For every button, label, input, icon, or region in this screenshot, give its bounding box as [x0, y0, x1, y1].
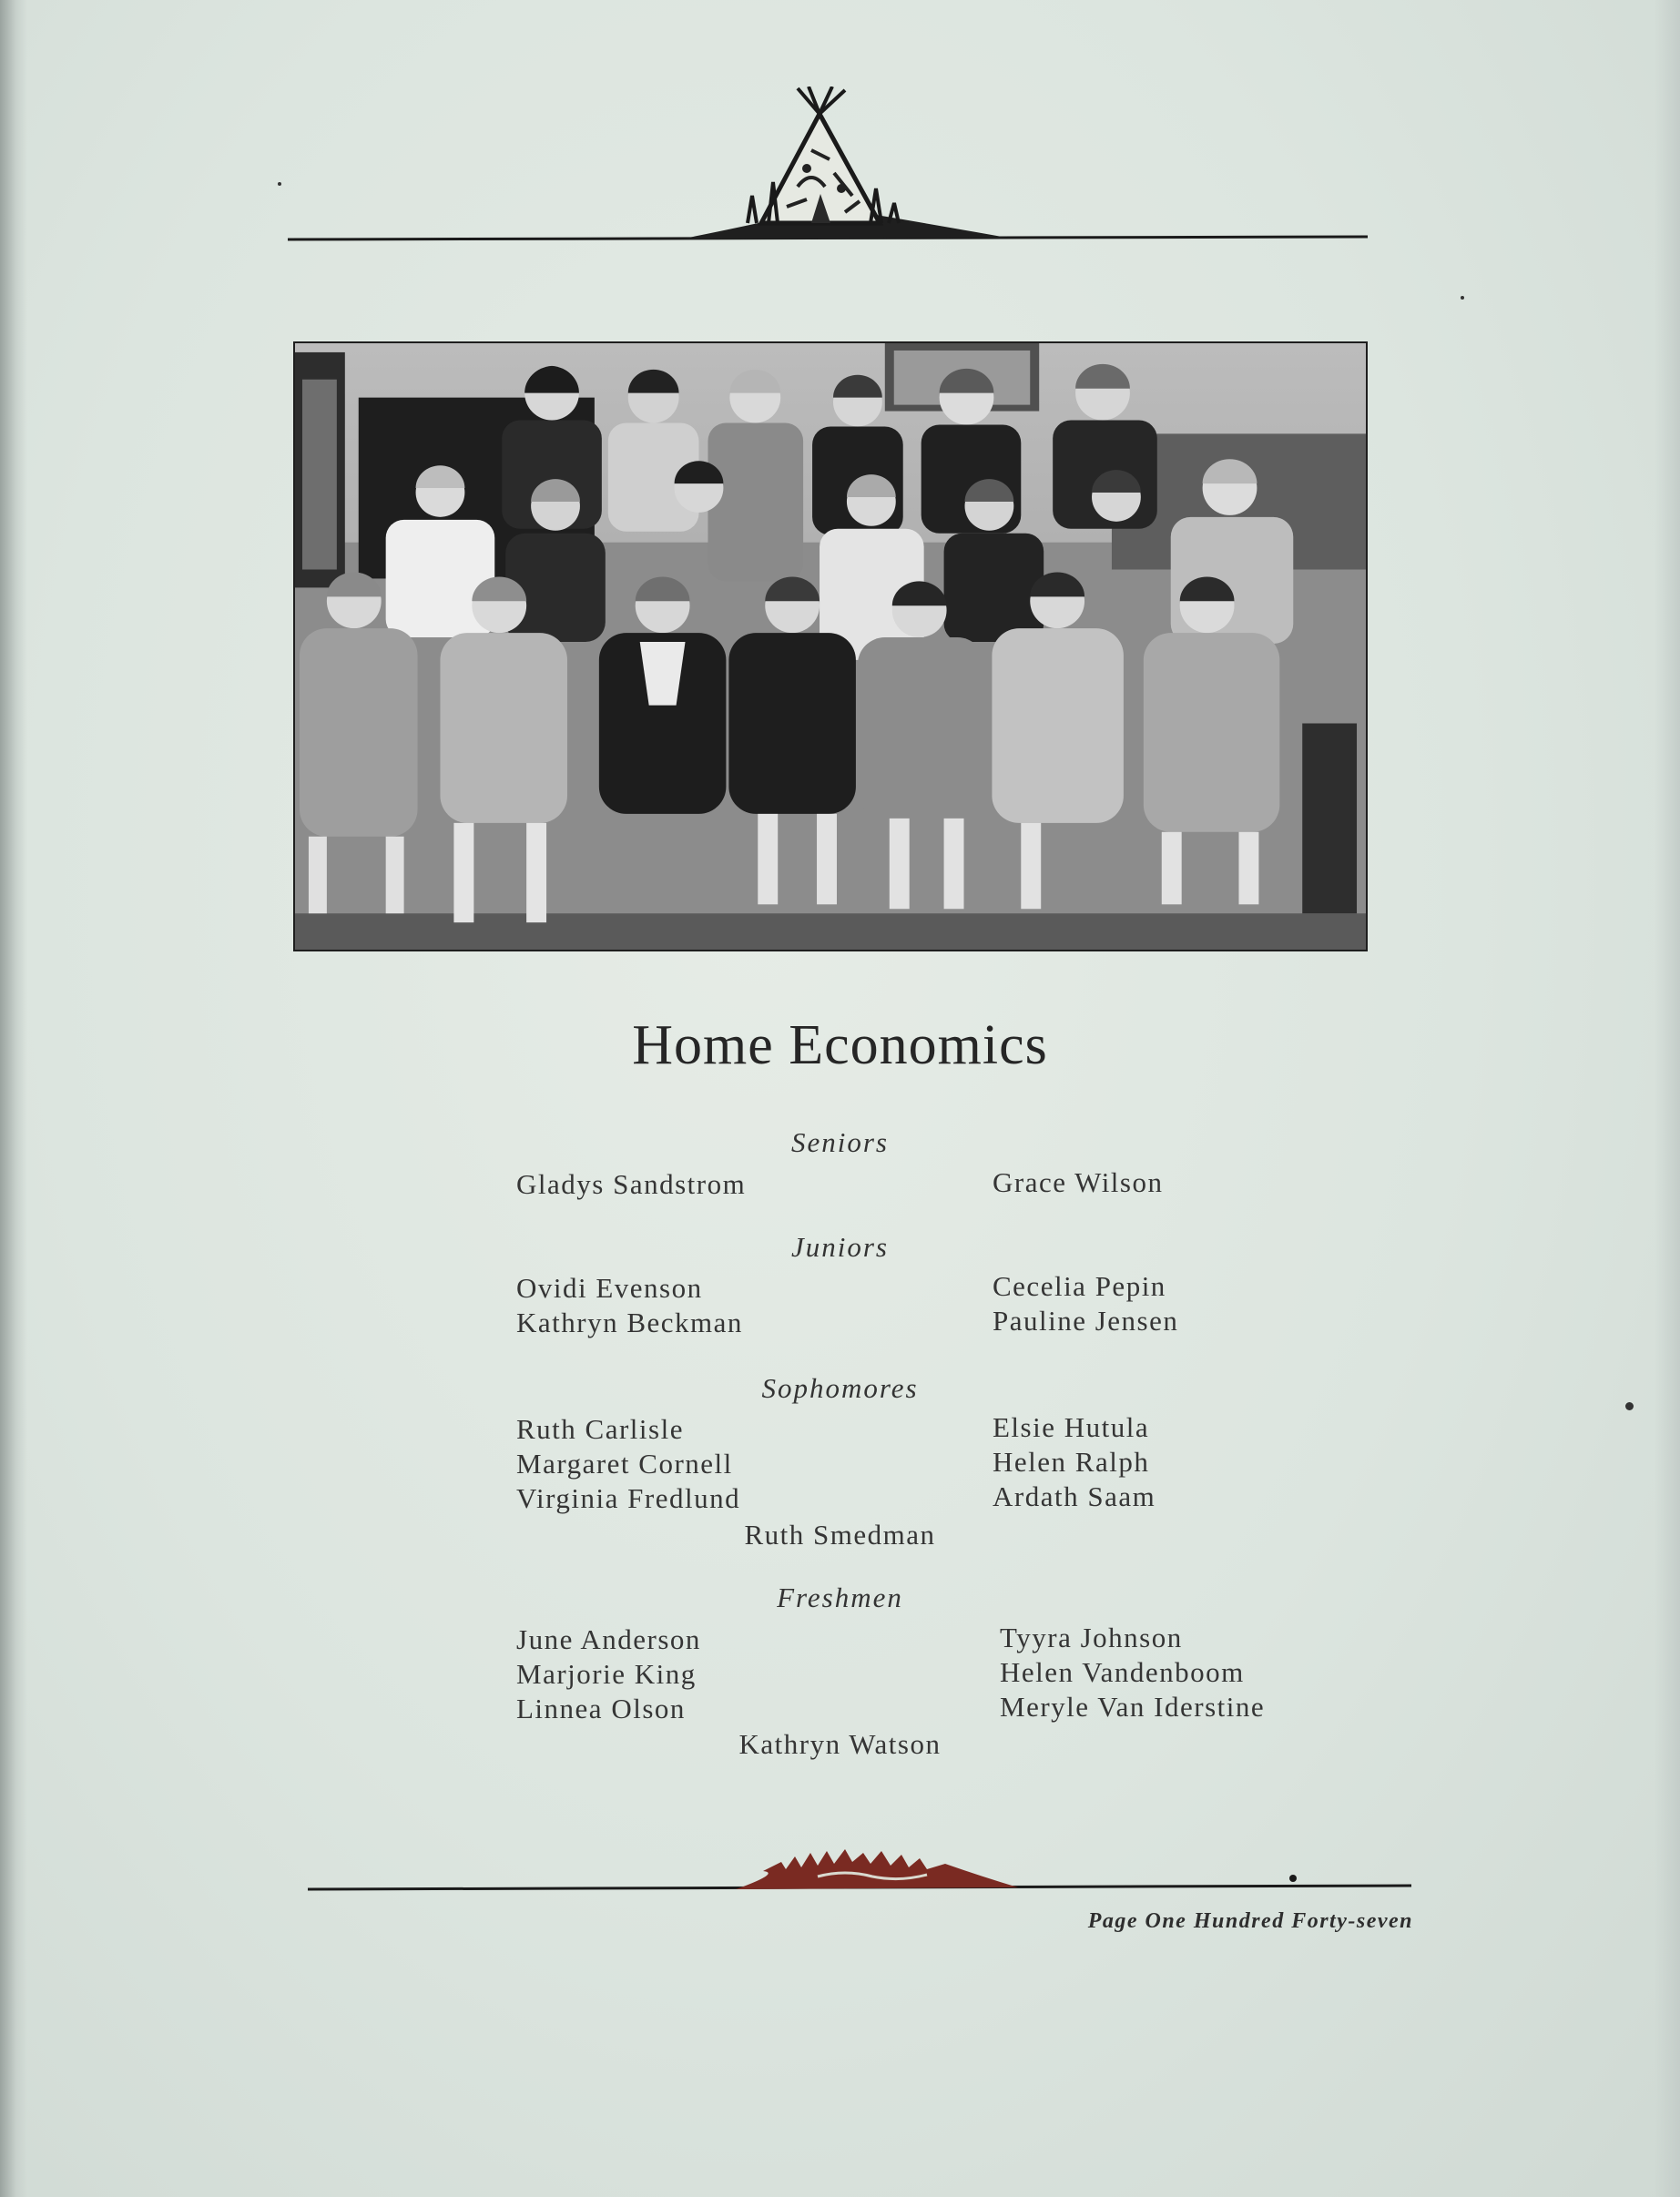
- sophomore-name: Ardath Saam: [993, 1480, 1156, 1512]
- sophomore-name-center: Ruth Smedman: [744, 1519, 936, 1551]
- junior-name: Kathryn Beckman: [516, 1307, 743, 1338]
- freshman-name: June Anderson: [516, 1623, 701, 1655]
- senior-name: Gladys Sandstrom: [516, 1168, 747, 1200]
- freshman-name-center: Kathryn Watson: [738, 1728, 942, 1760]
- sophomore-name: Elsie Hutula: [993, 1411, 1150, 1443]
- junior-name: Ovidi Evenson: [516, 1272, 703, 1304]
- sophomore-name: Ruth Carlisle: [516, 1413, 684, 1445]
- paper-speck: [1625, 1402, 1634, 1410]
- sophomore-name: Margaret Cornell: [516, 1448, 733, 1480]
- freshman-name: Linnea Olson: [516, 1693, 686, 1724]
- sophomore-name: Helen Ralph: [993, 1446, 1150, 1478]
- freshman-name: Tyyra Johnson: [1000, 1622, 1183, 1653]
- junior-name: Cecelia Pepin: [993, 1270, 1166, 1302]
- freshmen-heading: Freshmen: [777, 1582, 903, 1613]
- freshman-name: Meryle Van Iderstine: [1000, 1691, 1266, 1723]
- paper-speck: [1461, 296, 1464, 300]
- junior-name: Pauline Jensen: [993, 1305, 1179, 1337]
- page-title: Home Economics: [632, 1014, 1048, 1076]
- page-edge-right: [1655, 0, 1680, 2197]
- treeline-icon: [308, 1826, 1411, 1898]
- sophomore-name: Virginia Fredlund: [516, 1482, 741, 1514]
- senior-name: Grace Wilson: [993, 1166, 1164, 1198]
- paper-speck: [278, 182, 281, 186]
- tepee: [748, 86, 899, 223]
- juniors-heading: Juniors: [791, 1231, 889, 1263]
- freshman-name: Marjorie King: [516, 1658, 697, 1690]
- group-photo-image: [295, 343, 1366, 950]
- page-number: Page One Hundred Forty-seven: [1087, 1909, 1413, 1933]
- seniors-heading: Seniors: [791, 1126, 889, 1158]
- page-edge-left: [0, 0, 27, 2197]
- group-photo: [293, 341, 1368, 951]
- sophomores-heading: Sophomores: [761, 1372, 919, 1404]
- freshman-name: Helen Vandenboom: [1000, 1656, 1245, 1688]
- tepee-icon: [288, 86, 1368, 250]
